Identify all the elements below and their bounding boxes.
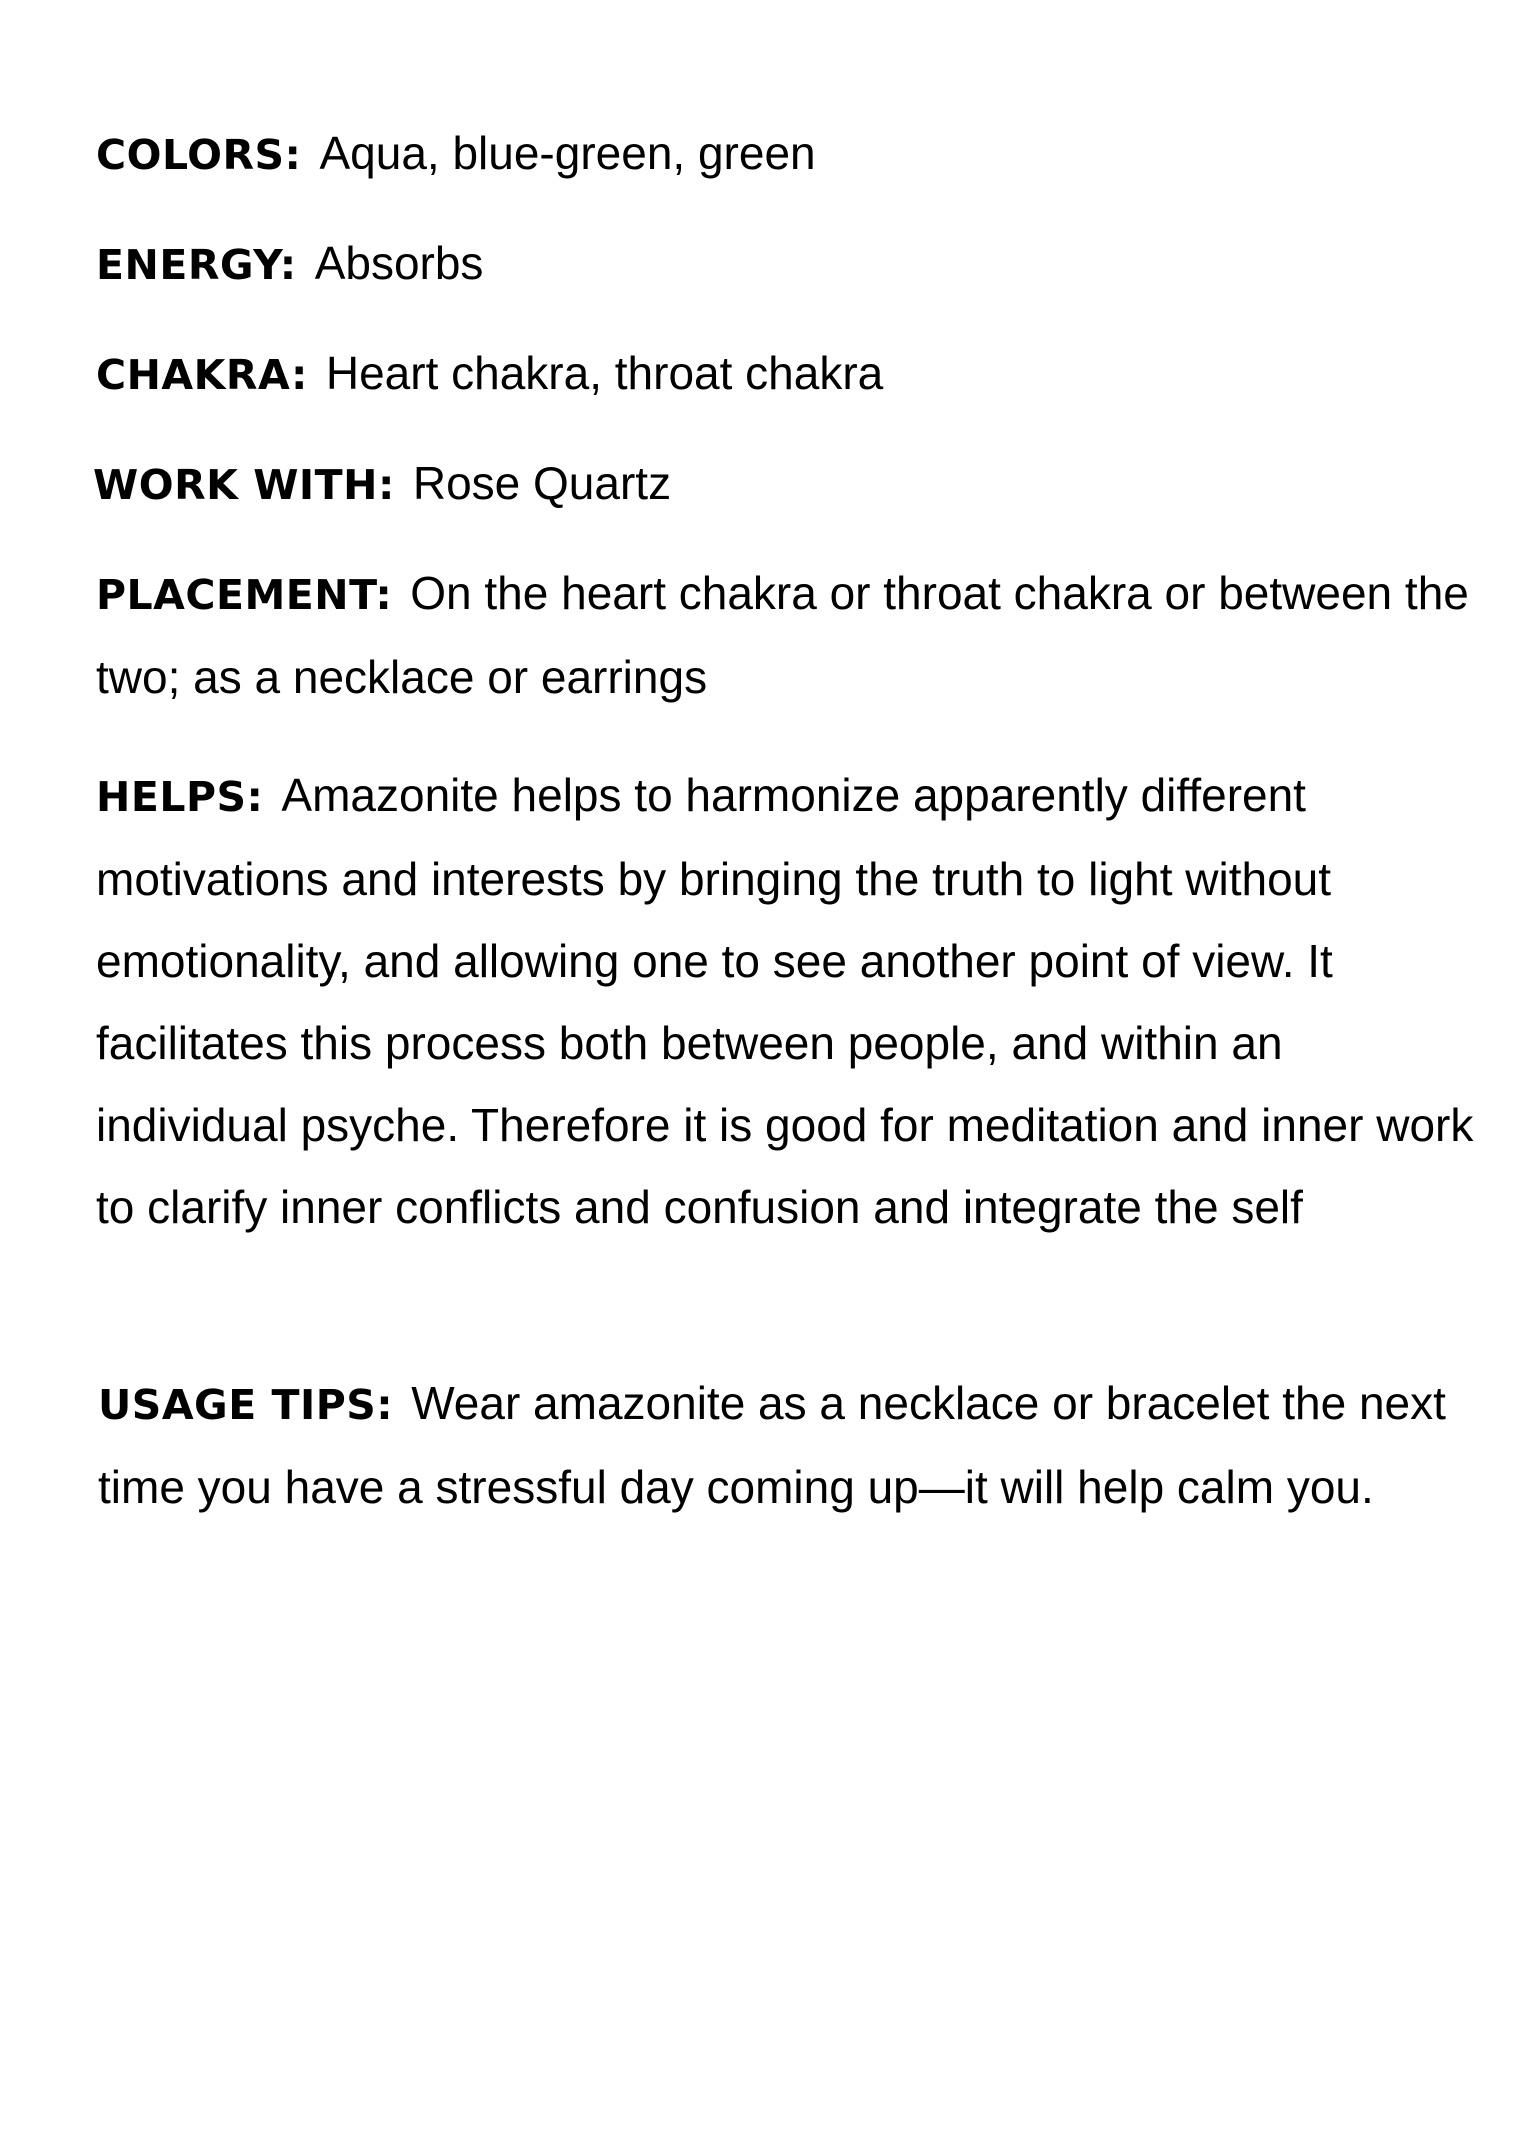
- work-with-label: WORK WITH:: [93, 461, 395, 509]
- usage-tips-label: USAGE TIPS:: [98, 1381, 394, 1429]
- helps-entry: [96, 754, 1476, 1248]
- placement-label: PLACEMENT:: [96, 571, 393, 619]
- chakra-label: CHAKRA:: [96, 351, 308, 399]
- usage-tips-value: Wear amazonite as a necklace or bracelet the next time you have a stressful day coming up—it will help calm you.: [98, 1377, 1446, 1513]
- colors-entry: [96, 112, 1476, 196]
- energy-value: Absorbs: [314, 237, 484, 289]
- chakra-entry: [96, 332, 1476, 416]
- work-with-value: Rose Quartz: [412, 457, 672, 509]
- helps-label: HELPS:: [96, 773, 264, 821]
- helps-value: Amazonite helps to harmonize apparently different motivations and interests by bringing the truth to light without emotionality, and allowing one to see another point of view. It facilitates this process both between people, and within an individual psyche. Therefore it is good for meditation and inner work to clarify inner conflicts and confusion and integrate the self: [96, 769, 1474, 1233]
- usage-tips-entry: [98, 1362, 1478, 1528]
- colors-label: COLORS:: [96, 131, 302, 179]
- energy-entry: [96, 222, 1476, 306]
- placement-value: On the heart chakra or throat chakra or between the two; as a necklace or earrings: [96, 567, 1469, 703]
- colors-value: Aqua, blue-green, green: [319, 127, 816, 179]
- chakra-value: Heart chakra, throat chakra: [325, 347, 884, 399]
- energy-label: ENERGY:: [96, 241, 297, 289]
- work-with-entry: [93, 442, 1473, 526]
- placement-entry: [96, 552, 1476, 718]
